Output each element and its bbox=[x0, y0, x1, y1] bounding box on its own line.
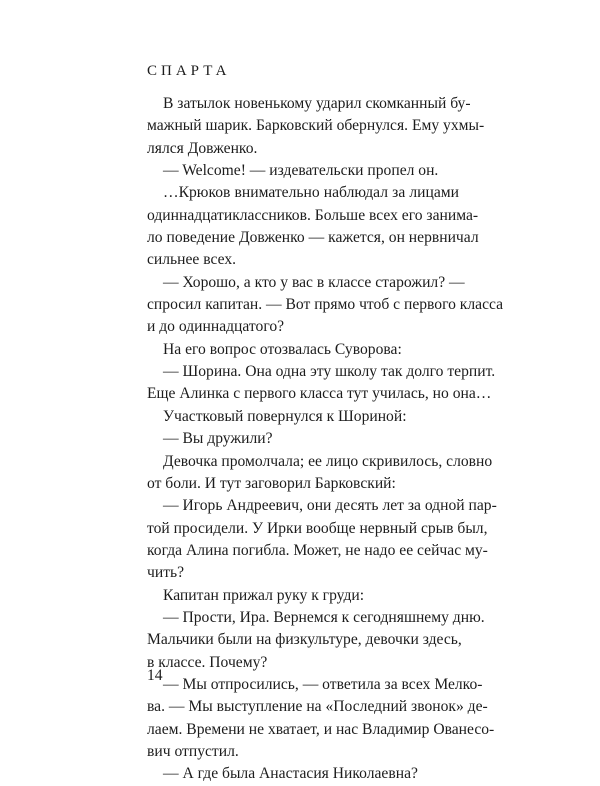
text-line: мажный шарик. Барковский обернулся. Ему ухмы- bbox=[147, 117, 485, 135]
text-line: чить? bbox=[147, 564, 185, 582]
text-line: той просидели. У Ирки вообще нервный срыв был, bbox=[147, 519, 488, 537]
text-line: Участковый повернулся к Шориной: bbox=[163, 407, 407, 425]
text-line: лаем. Времени не хватает, и нас Владимир Ованесо- bbox=[147, 720, 495, 738]
text-line: Девочка промолчала; ее лицо скривилось, словно bbox=[163, 452, 493, 470]
text-line: ло поведение Довженко — кажется, он нервничал bbox=[147, 229, 479, 247]
text-line: На его вопрос отозвалась Суворова: bbox=[163, 340, 402, 358]
text-line: Еще Алинка с первого класса тут училась, но она… bbox=[147, 385, 492, 403]
text-line: вич отпустил. bbox=[147, 742, 239, 760]
text-line: Мальчики были на физкультуре, девочки здесь, bbox=[147, 631, 462, 649]
text-line: одиннадцатиклассников. Больше всех его занима- bbox=[147, 206, 479, 224]
text-line: — Игорь Андреевич, они десять лет за одной пар- bbox=[163, 497, 497, 515]
text-line: — Шорина. Она одна эту школу так долго терпит. bbox=[163, 363, 496, 381]
text-line: — Вы дружили? bbox=[163, 430, 273, 448]
text-line: — Прости, Ира. Вернемся к сегодняшнему дню. bbox=[163, 608, 485, 626]
page-number: 14 bbox=[147, 667, 163, 684]
text-line: Капитан прижал руку к груди: bbox=[163, 586, 365, 604]
text-line: ва. — Мы выступление на «Последний звонок» де- bbox=[147, 698, 488, 716]
text-line: спросил капитан. — Вот прямо чтоб с первого класса bbox=[147, 296, 504, 314]
running-head: СПАРТА bbox=[147, 63, 231, 79]
text-line: — Мы отпросились, — ответила за всех Мелко- bbox=[163, 675, 483, 693]
text-line: и до одиннадцатого? bbox=[147, 318, 285, 336]
text-line: — Хорошо, а кто у вас в классе старожил? — bbox=[163, 273, 465, 291]
text-line: — Welcome! — издевательски пропел он. bbox=[163, 162, 439, 180]
text-line: в классе. Почему? bbox=[147, 653, 268, 671]
text-line: В затылок новенькому ударил скомканный бу- bbox=[163, 95, 471, 112]
text-line: …Крюков внимательно наблюдал за лицами bbox=[163, 184, 459, 202]
body-text bbox=[147, 93, 504, 786]
text-line: — А где была Анастасия Николаевна? bbox=[163, 765, 418, 783]
text-line: сильнее всех. bbox=[147, 251, 237, 269]
text-line: от боли. И тут заговорил Барковский: bbox=[147, 474, 396, 492]
text-line: лялся Довженко. bbox=[147, 139, 258, 157]
text-line: когда Алина погибла. Может, не надо ее сейчас му- bbox=[147, 541, 488, 559]
